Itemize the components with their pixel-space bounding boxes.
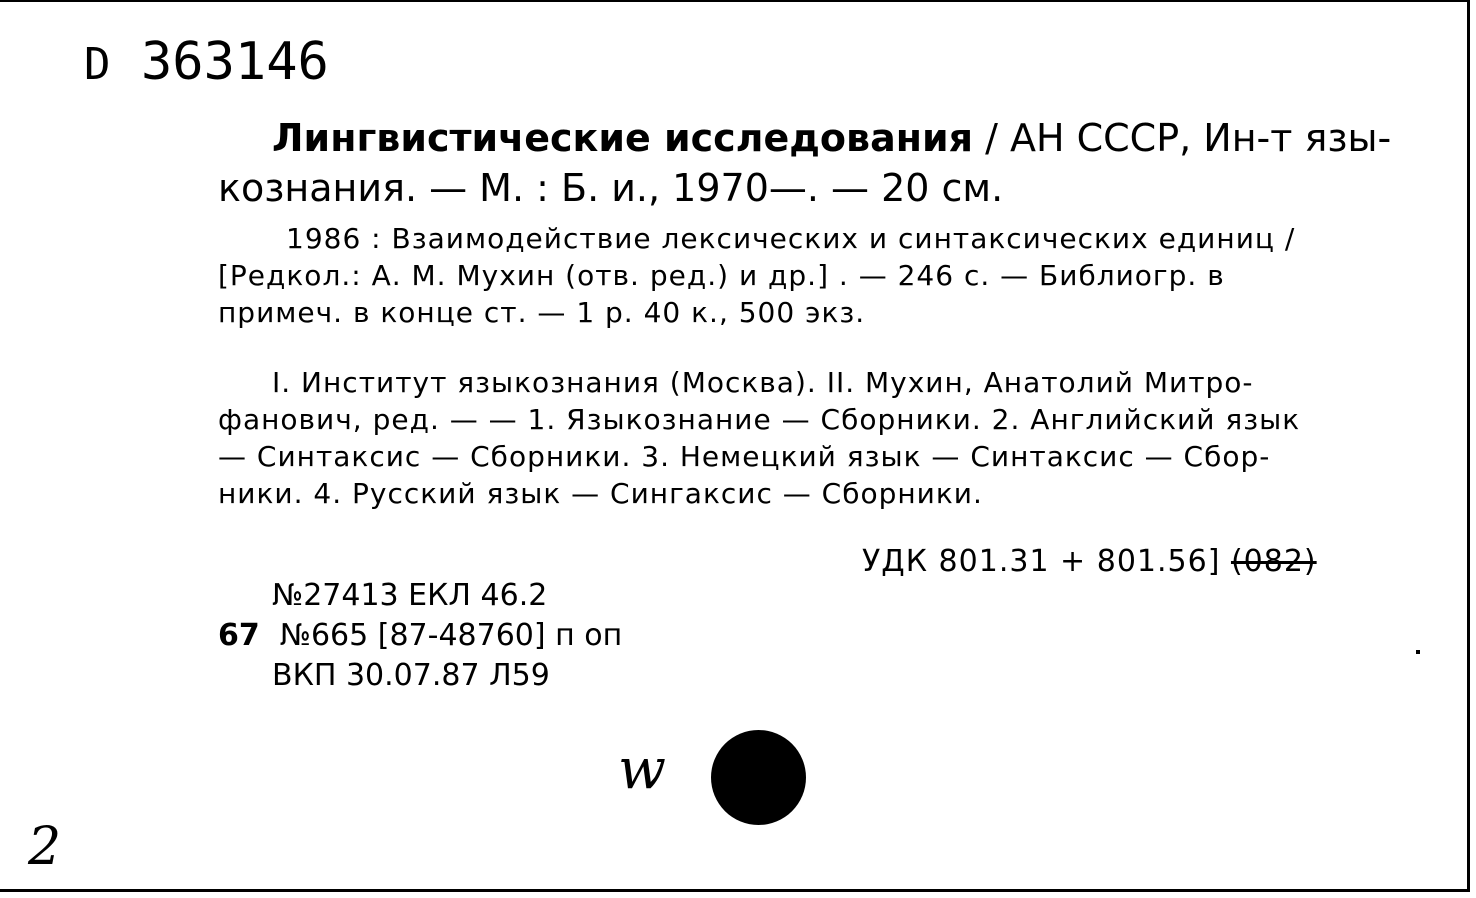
volume-line-1: 1986 : Взаимодействие лексических и синтаксических единиц /: [286, 222, 1296, 255]
title-line-1: [272, 112, 1391, 164]
handwritten-mark-w: w: [618, 737, 666, 802]
subjects-line-4: ники. 4. Русский язык — Сингаксис — Сборники.: [218, 477, 983, 510]
udc-struck: (082): [1230, 544, 1317, 579]
holdings-line-1: №27413 ЕКЛ 46.2: [272, 578, 548, 613]
ink-speck: [1416, 650, 1420, 654]
black-dot: [711, 730, 806, 825]
subjects-line-3: — Синтаксис — Сборники. 3. Немецкий язык — Синтаксис — Сбор-: [218, 440, 1271, 473]
handwritten-mark-2: 2: [28, 817, 62, 877]
udc-text: УДК 801.31 + 801.56]: [862, 544, 1221, 579]
call-number: [84, 32, 329, 92]
title-line-1-rest: / АН СССР, Ин-т язы-: [973, 116, 1392, 160]
call-number-prefix: D: [84, 39, 113, 90]
volume-line-2: [Редкол.: А. М. Мухин (отв. ред.) и др.] . — 246 с. — Библиогр. в: [218, 259, 1225, 292]
holdings-line-3: ВКП 30.07.87 Л59: [272, 658, 550, 693]
subjects-line-2: фанович, ред. — — 1. Языкознание — Сборники. 2. Английский язык: [218, 403, 1301, 436]
title-line-2: кознания. — М. : Б. и., 1970—. — 20 см.: [218, 166, 1004, 210]
holdings-line-2: [218, 616, 622, 656]
subjects-line-1: I. Институт языкознания (Москва). II. Мухин, Анатолий Митро-: [272, 366, 1254, 399]
call-number-value: 363146: [141, 32, 329, 92]
title-bold: Лингвистические исследования: [272, 116, 973, 160]
holdings-line-2-text: №665 [87-48760] п оп: [279, 618, 623, 653]
holdings-bold-number: 67: [218, 618, 260, 653]
volume-line-3: примеч. в конце ст. — 1 р. 40 к., 500 экз.: [218, 296, 866, 329]
udc-classification: [862, 544, 1317, 579]
